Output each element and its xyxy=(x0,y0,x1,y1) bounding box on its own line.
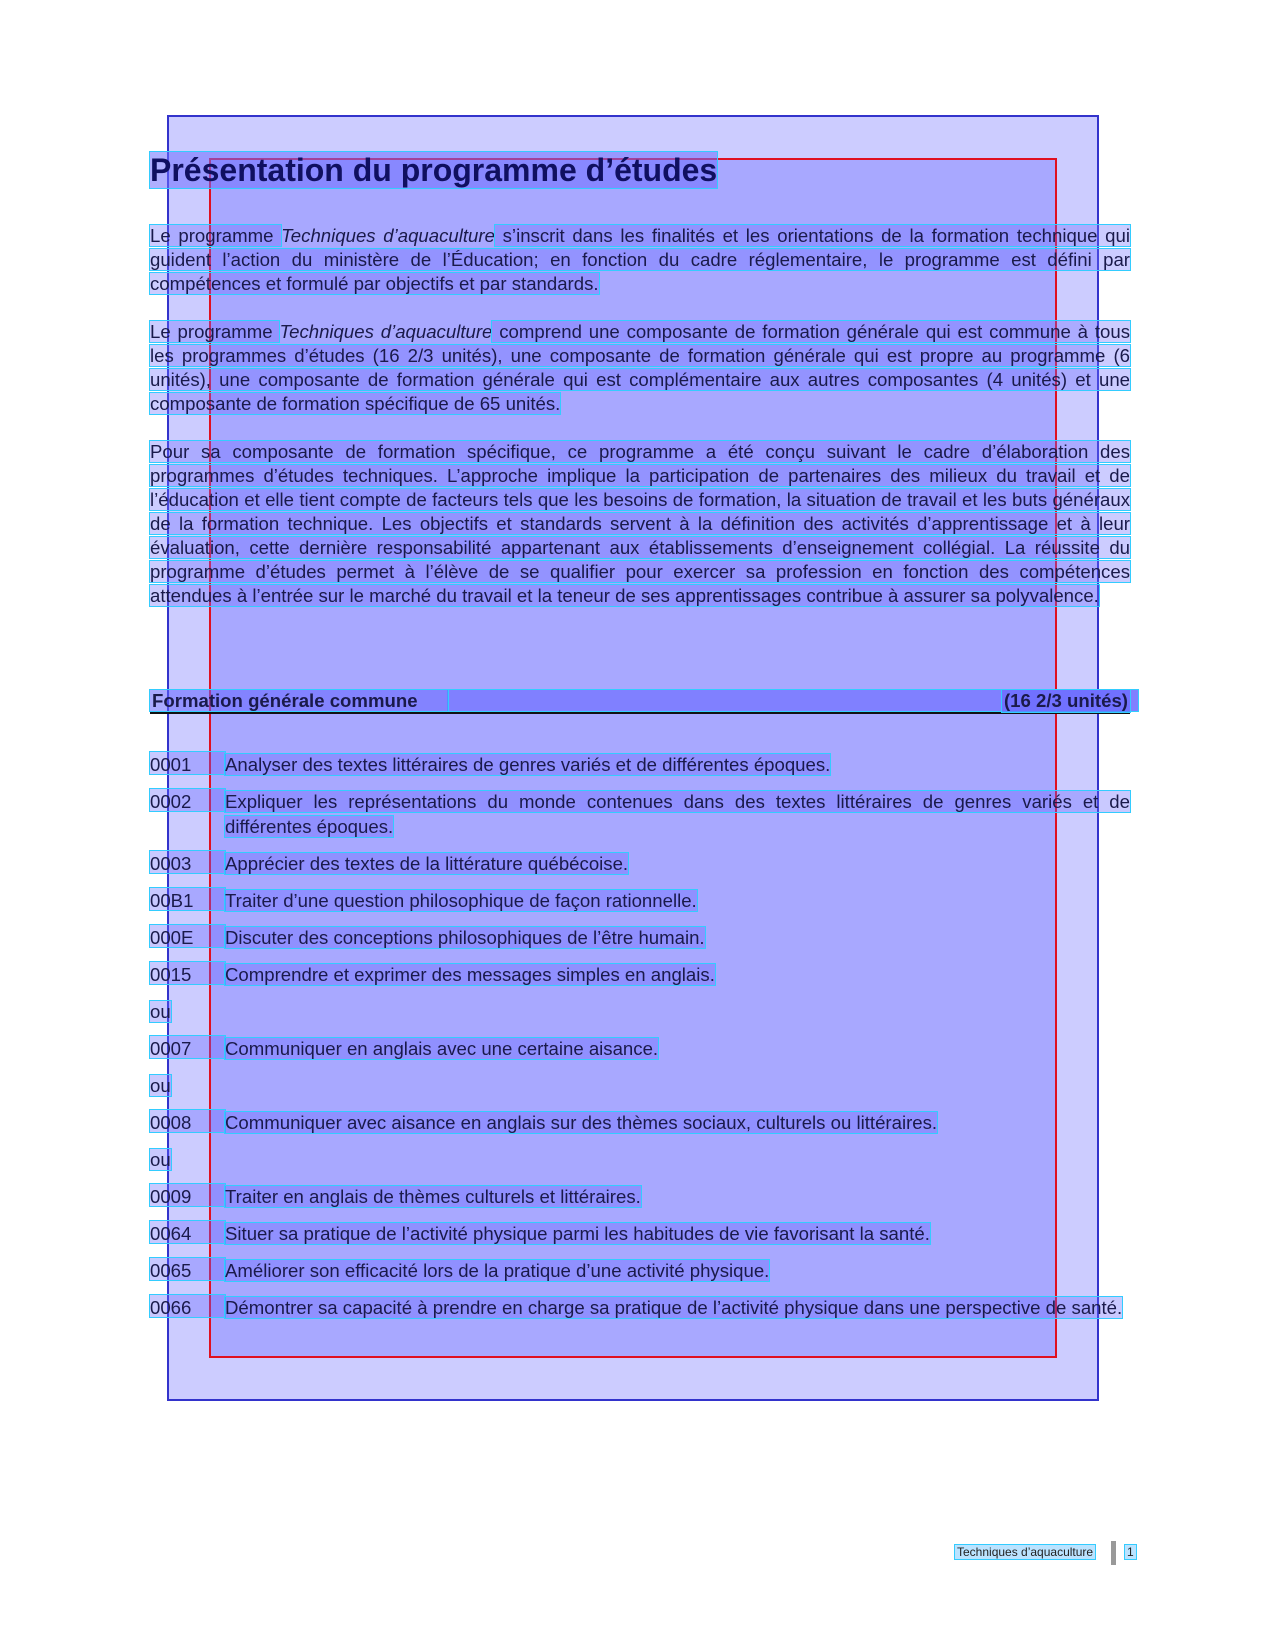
course-item xyxy=(150,1258,1130,1283)
program-name-italic: Techniques d’aquaculture xyxy=(279,321,493,342)
course-title: Démontrer sa capacité à prendre en charge sa pratique de l’activité physique dans une perspective de santé. xyxy=(225,1297,1123,1318)
course-code: 000E xyxy=(150,925,225,947)
course-item xyxy=(150,888,1130,913)
course-title: Apprécier des textes de la littérature québécoise. xyxy=(225,853,629,874)
course-item xyxy=(150,789,1130,839)
course-title: Analyser des textes littéraires de genres variés et de différentes époques. xyxy=(225,754,831,775)
paragraph-1: Le programme Techniques d’aquaculture s’inscrit dans les finalités et les orientations de la formation technique qui guident l’action du ministère de l’Éducation; en fonction du cadre réglementaire, le programme est défini par compétences et formulé par objectifs et par standards. xyxy=(150,225,1130,294)
course-item xyxy=(150,925,1130,950)
course-title: Comprendre et exprimer des messages simples en anglais. xyxy=(225,964,715,985)
course-item xyxy=(150,1184,1130,1209)
section-title: Formation générale commune xyxy=(150,690,448,711)
course-code: 00B1 xyxy=(150,888,225,910)
course-code: 0001 xyxy=(150,752,225,774)
course-title: Communiquer avec aisance en anglais sur des thèmes sociaux, culturels ou littéraires. xyxy=(225,1112,938,1133)
course-code: 0064 xyxy=(150,1221,225,1243)
document-body xyxy=(150,150,1130,608)
page-title: Présentation du programme d’études xyxy=(150,152,718,188)
page-number: 1 xyxy=(1127,1545,1134,1559)
course-code: 0065 xyxy=(150,1258,225,1280)
course-item xyxy=(150,1110,1130,1135)
course-item xyxy=(150,1295,1130,1320)
course-code: 0008 xyxy=(150,1110,225,1132)
page-footer xyxy=(955,1545,1134,1559)
section-header xyxy=(150,690,1130,714)
program-name-italic: Techniques d’aquaculture xyxy=(281,225,495,246)
course-code: 0066 xyxy=(150,1295,225,1317)
course-title: Traiter d’une question philosophique de façon rationnelle. xyxy=(225,890,697,911)
course-item xyxy=(150,752,1130,777)
course-code: 0007 xyxy=(150,1036,225,1058)
course-title: Discuter des conceptions philosophiques de l’être humain. xyxy=(225,927,705,948)
course-item xyxy=(150,851,1130,876)
course-title: Expliquer les représentations du monde contenues dans des textes littéraires de genres variés et de différentes époques. xyxy=(225,791,1130,837)
course-list xyxy=(150,752,1130,1332)
or-separator xyxy=(150,1073,1130,1098)
course-item xyxy=(150,1036,1130,1061)
course-title: Communiquer en anglais avec une certaine aisance. xyxy=(225,1038,659,1059)
or-separator xyxy=(150,1147,1130,1172)
or-separator xyxy=(150,999,1130,1024)
paragraph-3: Pour sa composante de formation spécifique, ce programme a été conçu suivant le cadre d’élaboration des programmes d’études techniques. L’approche implique la participation de partenaires des milieux du travail et de l’éducation et elle tient compte de facteurs tels que les besoins de formation, la situation de travail et les buts généraux de la formation technique. Les objectifs et standards servent à la définition des activités d’apprentissage et à leur évaluation, cette dernière responsabilité appartenant aux établissements d’enseignement collégial. La réussite du programme d’études permet à l’élève de se qualifier pour exercer sa profession en fonction des compétences attendues à l’entrée sur le marché du travail et la teneur de ses apprentissages contribue à assurer sa polyvalence. xyxy=(150,441,1130,606)
section-units: (16 2/3 unités) xyxy=(1003,690,1128,711)
paragraph-2: Le programme Techniques d’aquaculture comprend une composante de formation générale qui est commune à tous les programmes d’études (16 2/3 unités), une composante de formation générale qui est propre au programme (6 unités), une composante de formation générale qui est complémentaire aux autres composantes (4 unités) et une composante de formation spécifique de 65 unités. xyxy=(150,321,1130,414)
course-code: 0002 xyxy=(150,789,225,811)
course-title: Traiter en anglais de thèmes culturels et littéraires. xyxy=(225,1186,641,1207)
course-code: 0003 xyxy=(150,851,225,873)
or-label: ou xyxy=(150,1075,171,1096)
course-code: 0015 xyxy=(150,962,225,984)
course-title: Situer sa pratique de l’activité physique parmi les habitudes de vie favorisant la santé. xyxy=(225,1223,930,1244)
or-label: ou xyxy=(150,1149,171,1170)
course-code: 0009 xyxy=(150,1184,225,1206)
course-item xyxy=(150,962,1130,987)
course-item xyxy=(150,1221,1130,1246)
course-title: Améliorer son efficacité lors de la pratique d’une activité physique. xyxy=(225,1260,770,1281)
footer-separator xyxy=(1111,1541,1116,1565)
or-label: ou xyxy=(150,1001,171,1022)
footer-text: Techniques d’aquaculture xyxy=(957,1545,1094,1559)
